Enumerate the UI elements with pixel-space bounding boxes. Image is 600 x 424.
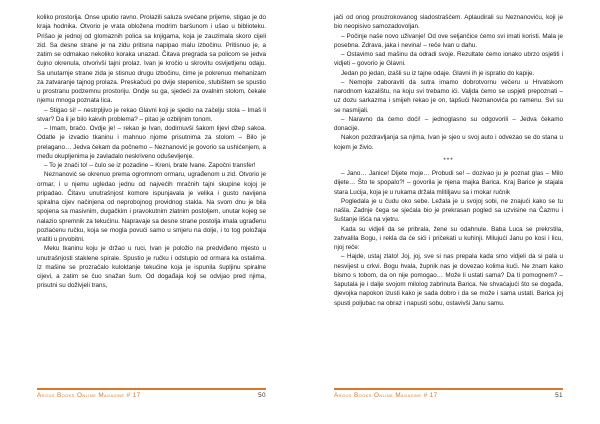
publication-title: Argus Books Online Magazine # 17 <box>37 392 141 399</box>
section-separator: *** <box>443 156 454 164</box>
paragraph: Jedan po jedan, izašli su iz tajne odaje. Glavni ih je ispratio do kapije. <box>341 69 535 77</box>
publication-title: Argus Books Online Magazine # 17 <box>334 392 438 399</box>
paragraph: – Jano… Janice! Dijete moje… Probudi se! – dozivao ju je poznat glas – Milo dijete… Što te spopalo?! – govorila je njena majka Barica. Kraj Barice je stajala stara Lucija, koja je u rukama držala mlitiljavu sa i mokar ručnik <box>334 170 563 196</box>
right-page-text <box>334 13 563 383</box>
paragraph: – Nemojte zaboraviti da sutra imamo dobrotvornu večeru u Hrvatskom narodnom kazalištu, na koju svi trebamo ići. Valjda ćemo se uspjeti prepoznati – uz dozu sarkazma i smijeh rekao je on, tapšući Neznanovića po ramenu. Svi su se nasmijali. <box>334 78 563 114</box>
paragraph: – Počinje naše novo uživanje! Od ove seljančice ćemo svi imati koristi. Mala je posebna. Zdrava, jaka i nevina! – reče Ivan u dahu. <box>334 32 563 49</box>
footer-rule <box>37 388 266 390</box>
paragraph: Meku tkaninu koju je držao u ruci, Ivan je položio na predviđeno mjesto u unutrašnjosti staklene spirale. Spustio je ručku i odstupio od ormara ka ostalima. Iz mašine se prozračalo kuloktanje tekućine koja je ispunila šupljinu spiralne cijevi, a zatim se čuo snažan šum. Od događaja koji se odvijao pred njima, prisutni su doživjeli trans, <box>37 245 266 290</box>
paragraph: – Naravno da ćemo doći! – jednoglasno su odgovorili – Jedva čekamo donacije. <box>334 115 563 132</box>
paragraph: – Ostavimo sad mašinu da odradi svoje. Rezultate ćemo ionako ubrzo osjetiti i vidjeti – govorio je Glavni. <box>334 51 563 68</box>
page-footer <box>334 392 563 404</box>
paragraph: Kada su vidjeli da se pribrala, žene su odahnule. Baba Luca se prekrstila, zahvalila Bogu, i rekla da će sići i pričekati u kuhinji. Milujući Janu po kosi i licu, njoj reče: <box>334 225 563 251</box>
page-number: 50 <box>258 392 266 399</box>
right-page <box>300 0 600 424</box>
paragraph: – Imam, bračo. Ovdje je! – rekao je Ivan, dodirnuvši šakom lijevi džep sakoa. Odatle je izvadio tkaninu i mahnuo njome prisutnima za stolom – Bilo je prelagano… Jedva čekam da počnemo – Neznanović je govorio sa ushićenjem, a među okupljenima je zavladalo neskriveno oduševljenje. <box>37 125 266 160</box>
paragraph: jači od onog prouzrokovanog sladostrašćem. Aplaudirali su Neznanoviću, koji je bio neopisivo samozadovoljan. <box>334 14 563 31</box>
paragraph: – Stigao si! – nestrpljivo je rekao Glavni koji je sjedio na začelju stola – Imaš li stvar? Da li je bilo kakvih problema? – pitao je ozbiljnim tonom. <box>37 106 266 123</box>
paragraph: – Hajde, ustaj zlato! Joj, joj, sve si nas prepala kada smo vidjeli da si pala u nesvijest u crkvi. Bogu hvala, župnik nas je dovezao kolima kući. Ne znam kako bismo s tobom, da on nije pomogao… Može li ustati sama? Da ti pomognem? – šaputala je i dalje svojom milolog zabrinuta Barica. Ne shvaćajući što se događa, djevojka napokon izusti kako je sada dobro i da se može i sama ustati. Barica joj spusti poljubac na obraz i napusti sobu, ostavivši Janu samu. <box>334 253 563 307</box>
paragraph: Nakon pozdravljanja sa njima, Ivan je sjeo u svoj auto i odvezao se do stana u kojem je živio. <box>334 134 563 151</box>
page-number: 51 <box>555 392 563 399</box>
paragraph: Neznanović se okrenuo prema ogromnom ormaru, ugrađenom u zid. Otvorio je ormar, i u njemu ugledao jednu od najvećih mračnih tajni skupine kojoj je pripadao. Čitavu unutrašnjost komore ispunjavala je velika i gusto navijena spiralna cijev načinjena od neprobojnog providnog stakla. Na svom dnu je bila spojena sa masivnim, dugačkim i pravokutnim zlatnim postoljem, unutar kojeg se nalazio spremnik za tekućinu. Napravaje sa desne strane postolja imala ugrađenu pozlaćenu ručku, koja se mogla povući samo u smjeru na dolje, i to tog položaja vratiti u prvobitni. <box>37 171 266 243</box>
paragraph: – To je znači to! – čulo se iz pozadine – Kreni, brate Ivane. Započni transfer! <box>44 162 256 169</box>
page-footer <box>37 392 266 404</box>
paragraph: Pogledala je u čudu oko sebe. Ležala je u svojoj sobi, ne znajući kako se tu našla. Zadnje čega se sjećala bio je prekrasan pogled sa uzvisine na Čazmu i šuštanje lišća na vjetru. <box>334 197 563 224</box>
left-page-text <box>37 13 266 383</box>
paragraph: koliko prostorija. Onse uputio ravno. Prolazili saluza svečane prijeme, stigao je do kraja hodnika. Otvorio je vrata obložena modrim baršunom i ušao u biblioteku. Prišao je jednoj od glomaznih polica sa knjigama, koja je zauzimala skoro cijeli zid. Sa desne strane je na zidu pritisna napipao malu izbočinu. Pritisnuo je, a zatim se odmakao nekoliko koraka unazad. Čitava pregrada sa policom se jedva čujno okrenula, otvorivši tajni prolaz. Ivan je kročio u skrovitu osvijetljenu odaju. Sa unutarnje strane zida je stisnuo drugu izbočinu, čime je pokrenuo mehanizam za zatvaranje tajnog prolaza. Preskačući po dvije stepenice, stubištem se spustio u prostranu podzemnu prostoriju. Ondje su ga, sjedeći za ovalnim stolom, čekale njemu mnoga poznata lica. <box>37 14 266 105</box>
footer-rule <box>334 388 563 390</box>
